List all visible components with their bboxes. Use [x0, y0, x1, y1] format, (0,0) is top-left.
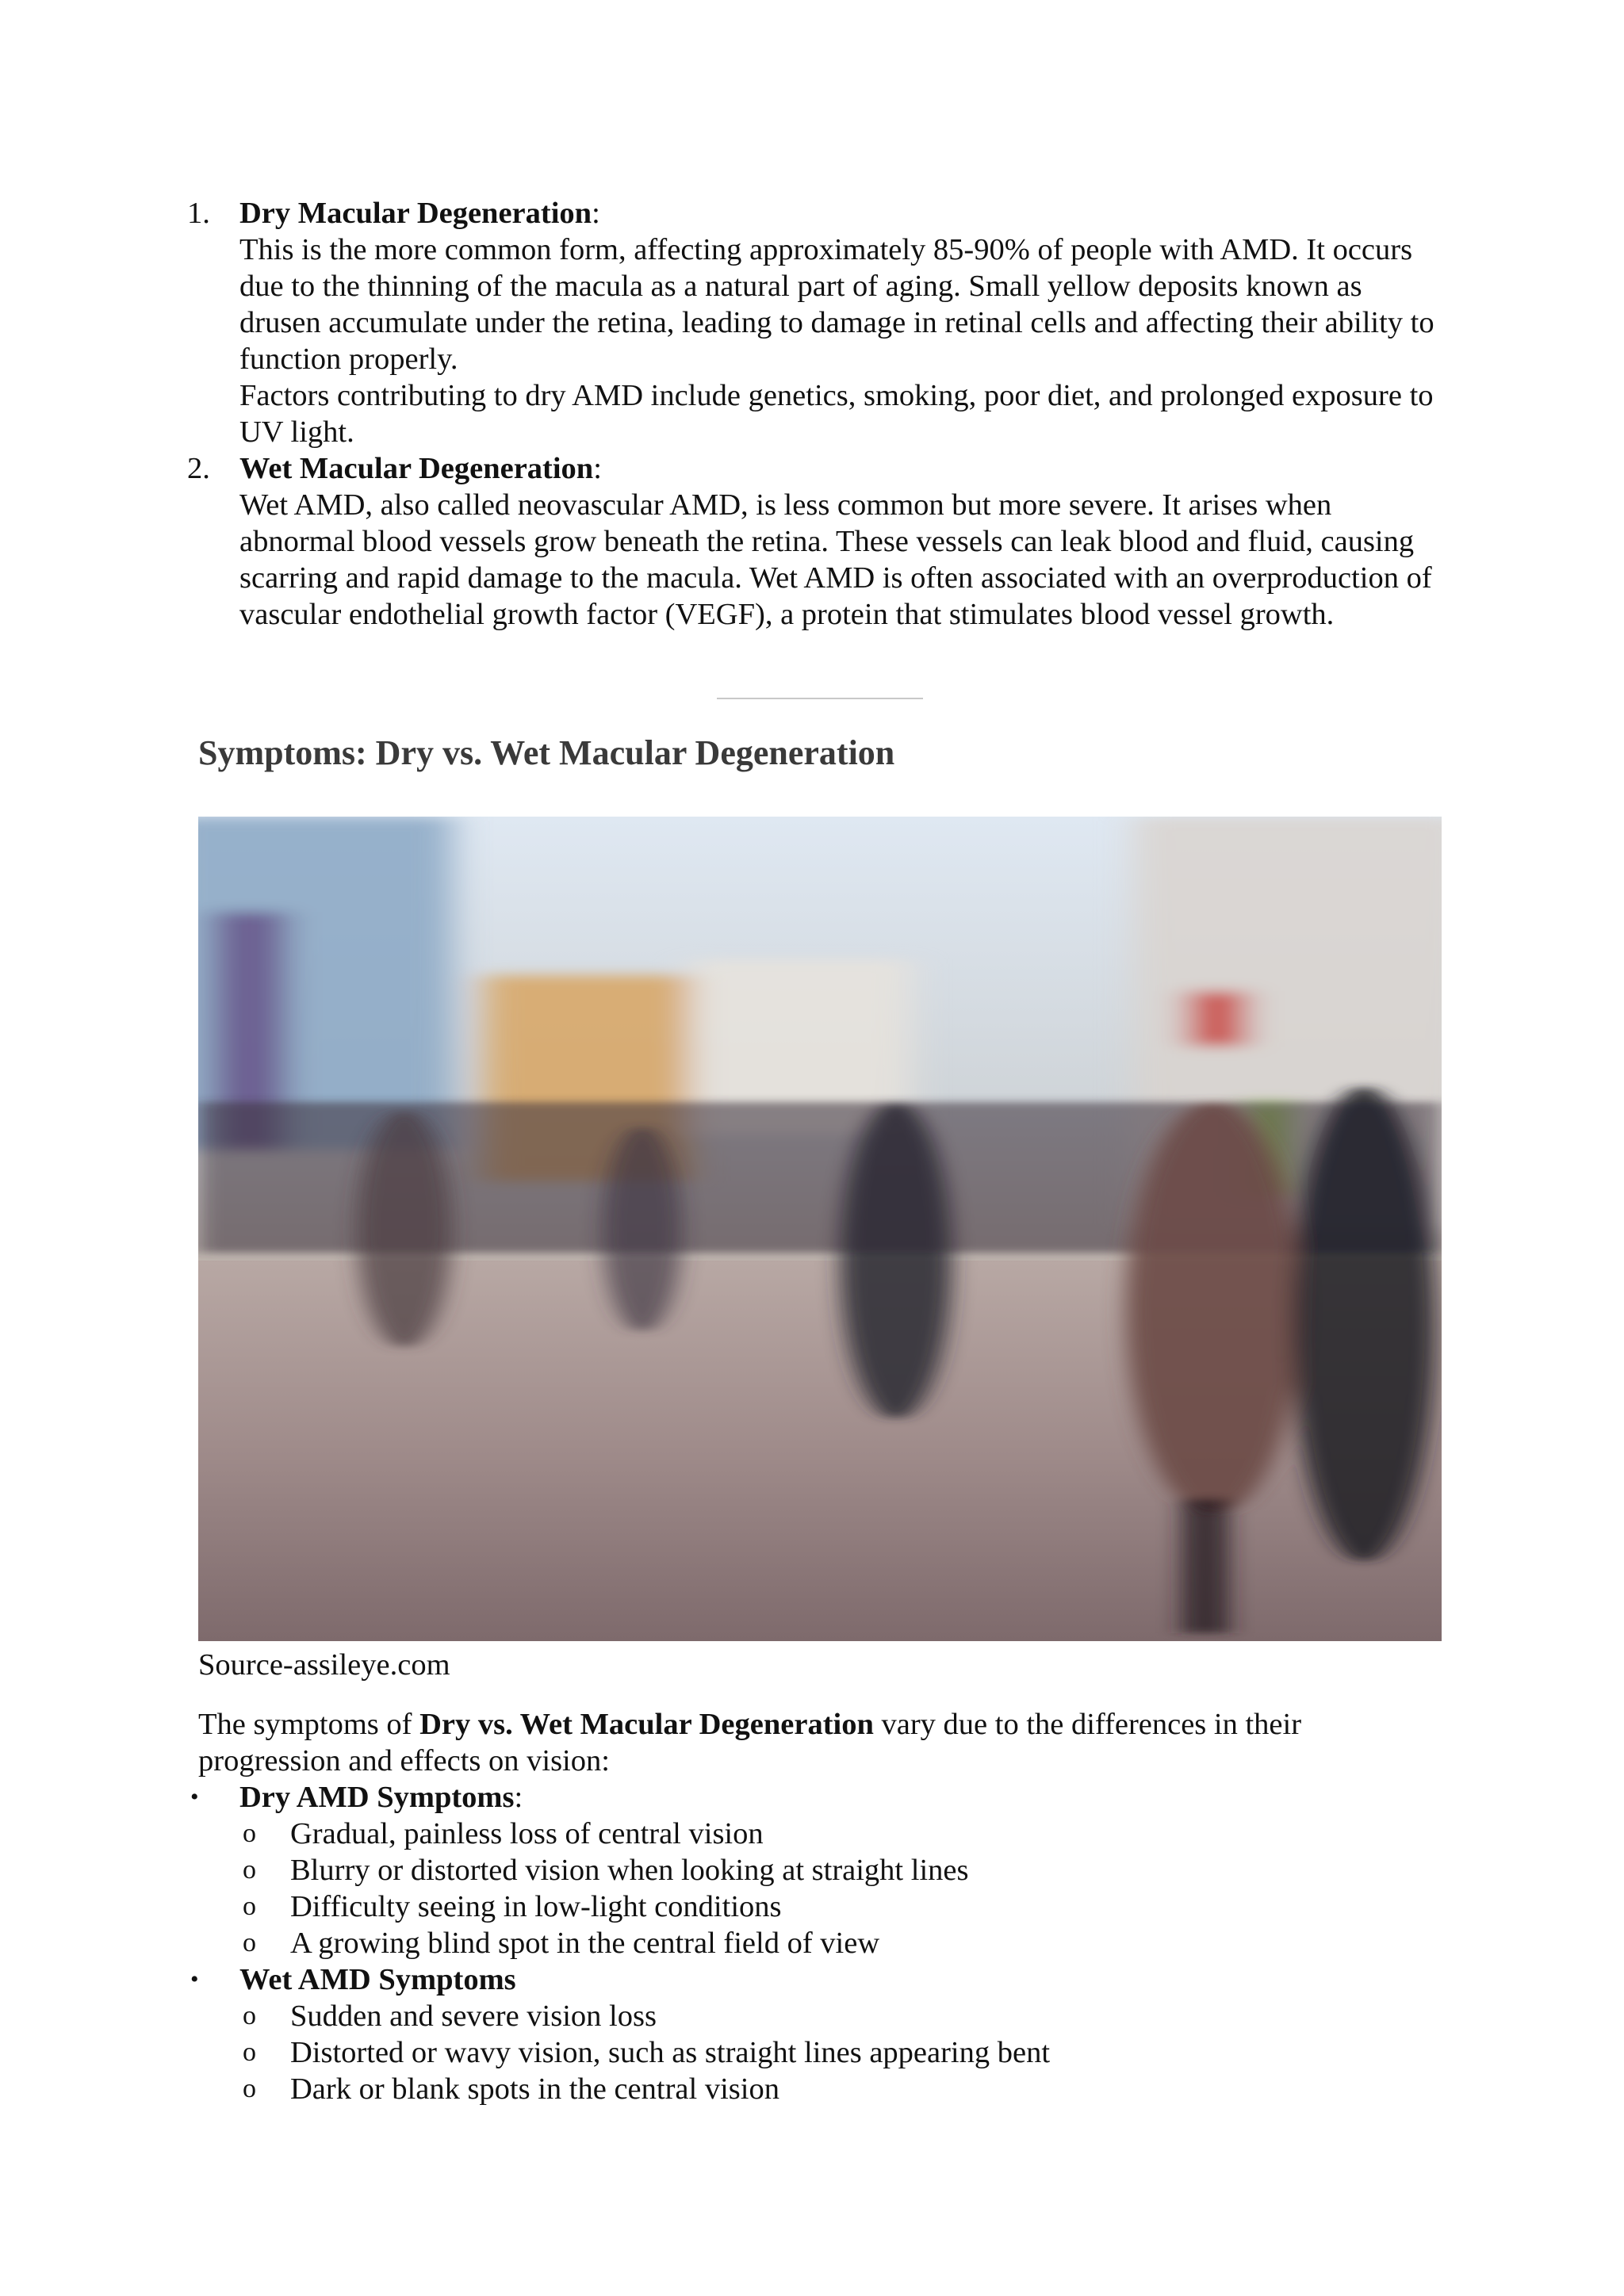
sub-list-item [187, 2034, 1440, 2071]
amd-types-list [187, 195, 1440, 633]
symptom-text: Blurry or distorted vision when looking at straight lines [290, 1854, 969, 1887]
bullet-wet-amd [187, 1961, 1440, 1998]
sub-list-item [187, 2071, 1440, 2107]
symptoms-intro [198, 1706, 1451, 1779]
symptom-text: Difficulty seeing in low-light conditions [290, 1890, 782, 1923]
sub-list-item [187, 1925, 1440, 1961]
circle-bullet-icon: o [243, 1855, 256, 1885]
item-colon: : [593, 452, 602, 485]
section-divider [717, 698, 923, 699]
symptom-text: Distorted or wavy vision, such as straight lines appearing bent [290, 2036, 1051, 2069]
blurred-street-photo [198, 817, 1442, 1641]
list-item-wet [187, 450, 1440, 633]
list-number: 1. [187, 197, 210, 230]
image-caption: Source-assileye.com [198, 1648, 450, 1682]
symptoms-list [187, 1779, 1440, 2107]
circle-bullet-icon: o [243, 1819, 256, 1848]
intro-text: vary due to the differences in their progression and effects on vision: [198, 1708, 1302, 1777]
symptom-text: A growing blind spot in the central field of view [290, 1927, 880, 1960]
circle-bullet-icon: o [243, 2001, 256, 2030]
list-number: 2. [187, 452, 210, 485]
item-colon: : [592, 197, 600, 230]
bullet-icon: • [190, 1966, 199, 1992]
item-paragraph: This is the more common form, affecting approximately 85-90% of people with AMD. It occurs due to the thinning of the macula as a natural part of aging. Small yellow deposits known as drusen accumulate under the retina, leading to damage in retinal cells and affecting their ability to function properly. [239, 233, 1434, 376]
item-paragraph: Wet AMD, also called neovascular AMD, is less common but more severe. It arises when abnormal blood vessels grow beneath the retina. These vessels can leak blood and fluid, causing scarring and rapid damage to the macula. Wet AMD is often associated with an overproduction of vascular endothelial growth factor (VEGF), a protein that stimulates blood vessel growth. [239, 488, 1432, 631]
intro-text: The symptoms of [198, 1708, 420, 1741]
sub-list-item [187, 1998, 1440, 2034]
circle-bullet-icon: o [243, 1892, 256, 1921]
item-paragraph: Factors contributing to dry AMD include genetics, smoking, poor diet, and prolonged exposure to UV light. [239, 379, 1434, 449]
sub-list-item [187, 1852, 1440, 1888]
circle-bullet-icon: o [243, 2074, 256, 2103]
list-item-dry [187, 195, 1440, 450]
intro-bold-text: Dry vs. Wet Macular Degeneration [419, 1708, 874, 1741]
item-title: Wet Macular Degeneration [239, 452, 594, 485]
bullet-icon: • [190, 1784, 199, 1810]
symptom-text: Dark or blank spots in the central vision [290, 2072, 779, 2106]
circle-bullet-icon: o [243, 2038, 256, 2067]
sub-list-item [187, 1888, 1440, 1925]
section-heading: Symptoms: Dry vs. Wet Macular Degeneration [198, 733, 895, 772]
bullet-dry-amd [187, 1779, 1440, 1816]
group-title: Dry AMD Symptoms [239, 1781, 515, 1814]
sub-list-item [187, 1816, 1440, 1852]
circle-bullet-icon: o [243, 1928, 256, 1957]
symptom-text: Gradual, painless loss of central vision [290, 1817, 764, 1850]
group-title: Wet AMD Symptoms [239, 1963, 516, 1996]
symptom-text: Sudden and severe vision loss [290, 1999, 657, 2033]
item-title: Dry Macular Degeneration [239, 197, 592, 230]
group-colon: : [514, 1781, 523, 1814]
